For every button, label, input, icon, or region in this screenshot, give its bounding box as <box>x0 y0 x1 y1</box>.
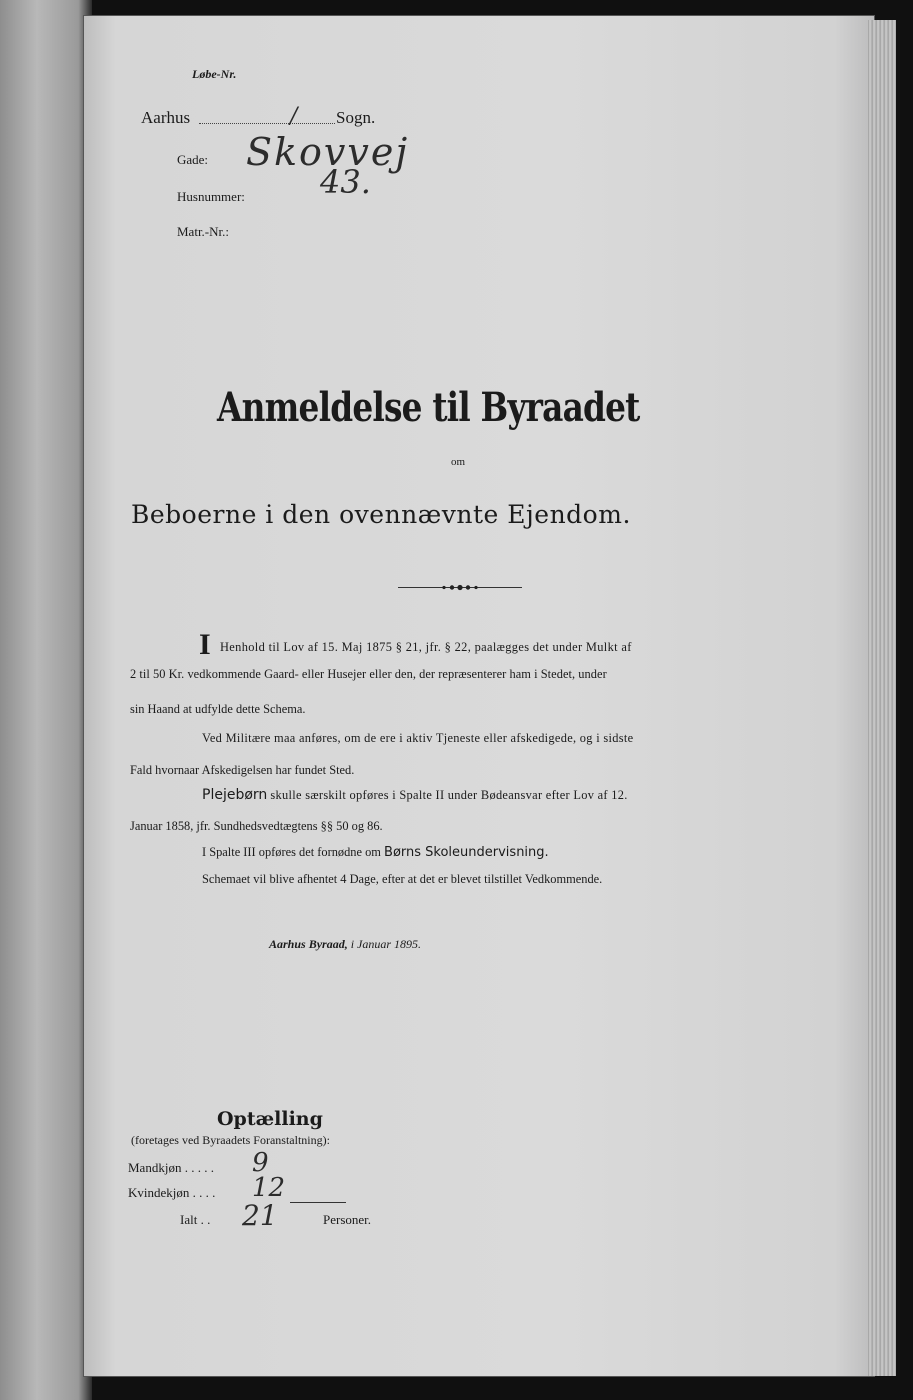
title-om: om <box>451 456 466 468</box>
signature-bold: Aarhus Byraad, <box>269 937 348 951</box>
husnummer-value: 43. <box>320 163 371 201</box>
kvindekjon-value: 12 <box>252 1173 286 1203</box>
kvindekjon-label: Kvindekjøn . . . . <box>128 1185 216 1200</box>
husnummer-label: Husnummer: <box>177 189 245 204</box>
paragraph-1-line-2: 2 til 50 Kr. vedkommende Gaard- eller Husejer eller den, der repræsenterer ham i Stedet, under <box>130 667 607 681</box>
signature-line <box>269 937 421 952</box>
paragraph-2-line-1: Ved Militære maa anføres, om de ere i aktiv Tjeneste eller afskedigede, og i sidste <box>202 731 634 745</box>
lobe-nr-label: Løbe-Nr. <box>192 67 237 81</box>
paragraph-3-line-1-rest: skulle særskilt opføres i Spalte II under Bødeansvar efter Lov af 12. <box>270 788 628 802</box>
kvindekjon-underline <box>290 1202 346 1203</box>
mandkjon-value: 9 <box>252 1148 269 1178</box>
paragraph-1-line-3: sin Haand at udfylde dette Schema. <box>130 702 306 716</box>
sogn-dotted-line <box>199 122 335 124</box>
sogn-slash-mark: / <box>290 104 298 129</box>
ornament-divider <box>398 583 522 592</box>
ialt-value: 21 <box>242 1199 278 1232</box>
sogn-label: Sogn. <box>336 108 376 127</box>
paragraph-1-line-1: Henhold til Lov af 15. Maj 1875 § 21, jfr. § 22, paalægges det under Mulkt af <box>220 640 632 654</box>
paragraph-4 <box>202 839 549 866</box>
signature-rest: i Januar 1895. <box>350 937 422 951</box>
mandkjon-label: Mandkjøn . . . . . <box>128 1160 214 1175</box>
initial-letter: I <box>199 628 211 661</box>
paragraph-4-start: I Spalte III opføres det fornødne om <box>202 845 381 859</box>
left-page-edge <box>0 0 92 1400</box>
paragraph-3-line-2: Januar 1858, jfr. Sundhedsvedtægtens §§ 50 og 86. <box>130 819 383 833</box>
aarhus-label: Aarhus <box>141 108 191 127</box>
page-stack-edge <box>868 20 896 1376</box>
personer-label: Personer. <box>323 1212 372 1227</box>
count-heading: Optælling <box>217 1108 323 1130</box>
document-subtitle: Beboerne i den ovennævnte Ejendom. <box>131 500 631 529</box>
plejeborn-bold: Plejebørn <box>202 787 268 803</box>
paragraph-2-line-2: Fald hvornaar Afskedigelsen har fundet Sted. <box>130 763 355 777</box>
ialt-label: Ialt . . <box>180 1212 211 1227</box>
paragraph-3-line-1 <box>202 782 628 809</box>
paragraph-5: Schemaet vil blive afhentet 4 Dage, efter at det er blevet tilstillet Vedkommende. <box>202 872 603 886</box>
matr-label: Matr.-Nr.: <box>177 224 229 239</box>
count-note: (foretages ved Byraadets Foranstaltning): <box>131 1133 330 1147</box>
document-title: Anmeldelse til Byraadet <box>217 384 640 431</box>
gade-value: Skovvej <box>246 130 410 174</box>
born-skoleundervisning-bold: Børns Skoleundervisning. <box>384 845 549 860</box>
gade-label: Gade: <box>177 152 209 167</box>
